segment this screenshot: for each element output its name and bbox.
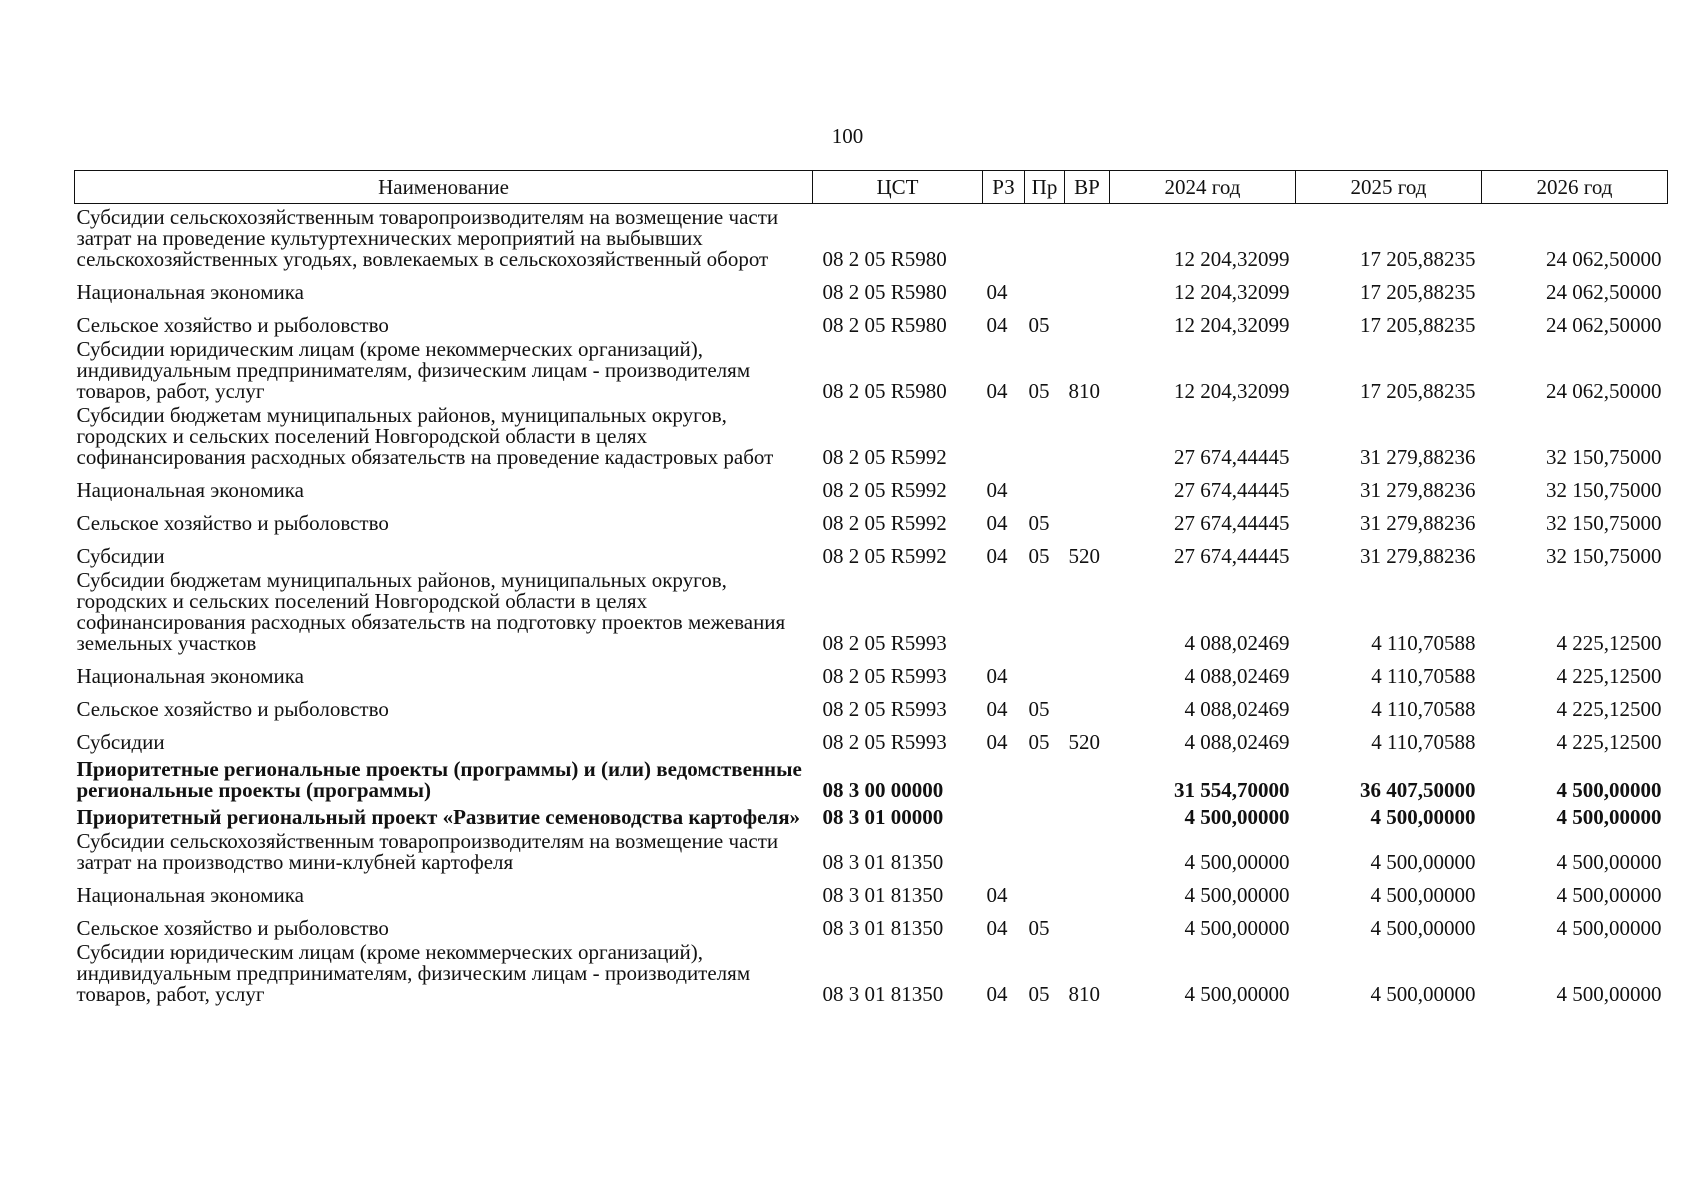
row-cst: 08 2 05 R5993 (822, 697, 947, 721)
row-vr: 520 (1068, 730, 1100, 754)
row-2025: 17 205,88235 (1360, 379, 1476, 403)
row-cst: 08 2 05 R5993 (822, 664, 947, 688)
row-2026: 4 225,12500 (1556, 730, 1662, 754)
row-2025: 17 205,88235 (1360, 313, 1476, 337)
row-pr: 05 (1028, 730, 1050, 754)
row-rz: 04 (986, 280, 1008, 304)
header-2026: 2026 год (1482, 171, 1668, 204)
row-cst: 08 2 05 R5980 (822, 247, 947, 271)
table-row (75, 270, 1668, 303)
row-name: Национальная экономика (76, 280, 304, 304)
row-2025: 4 110,70588 (1371, 697, 1476, 721)
row-2025: 17 205,88235 (1360, 247, 1476, 271)
table-row (75, 720, 1668, 753)
row-vr (1065, 873, 1110, 906)
row-2025: 4 110,70588 (1371, 631, 1476, 655)
row-pr (1025, 468, 1065, 501)
table-body (75, 204, 1668, 1006)
header-pr: Пр (1025, 171, 1065, 204)
table-row (75, 687, 1668, 720)
row-cst: 08 2 05 R5993 (822, 631, 947, 655)
row-name: Субсидии сельскохозяйственным товаропроизводителям на возмещение части затрат на производство мини-клубней картофеля (76, 829, 779, 874)
table-header (75, 171, 1668, 204)
row-vr (1065, 468, 1110, 501)
row-pr (1025, 204, 1065, 271)
row-pr: 05 (1028, 511, 1050, 535)
row-name: Сельское хозяйство и рыболовство (76, 916, 389, 940)
row-rz: 04 (986, 730, 1008, 754)
header-cst: ЦСТ (813, 171, 983, 204)
table-row (75, 468, 1668, 501)
row-name: Субсидии юридическим лицам (кроме некоммерческих организаций), индивидуальным предпринимателям, физическим лицам - производителям товаров, работ, услуг (76, 940, 751, 1006)
row-name: Сельское хозяйство и рыболовство (76, 697, 389, 721)
header-rz: РЗ (983, 171, 1025, 204)
row-rz: 04 (986, 544, 1008, 568)
row-pr (1025, 873, 1065, 906)
row-vr (1065, 687, 1110, 720)
row-rz: 04 (986, 664, 1008, 688)
row-2024: 4 500,00000 (1184, 982, 1290, 1006)
row-name: Приоритетные региональные проекты (программы) и (или) ведомственные региональные проекты (программы) (76, 757, 802, 802)
row-2026: 24 062,50000 (1546, 379, 1662, 403)
row-vr: 520 (1068, 544, 1100, 568)
header-2025: 2025 год (1296, 171, 1482, 204)
row-name: Субсидии (76, 730, 165, 754)
row-rz (983, 567, 1025, 654)
row-2026: 24 062,50000 (1546, 247, 1662, 271)
table-row (75, 534, 1668, 567)
row-pr (1025, 654, 1065, 687)
row-cst: 08 2 05 R5980 (822, 379, 947, 403)
row-rz: 04 (986, 478, 1008, 502)
row-name: Субсидии бюджетам муниципальных районов, муниципальных округов, городских и сельских поселений Новгородской области в целях софинансирования расходных обязательств на подготовку проектов межевания земельных участков (76, 568, 786, 655)
row-2025: 31 279,88236 (1360, 544, 1476, 568)
row-2026: 32 150,75000 (1546, 511, 1662, 535)
row-2024: 27 674,44445 (1174, 544, 1290, 568)
row-2024: 4 500,00000 (1184, 916, 1290, 940)
row-2025: 4 500,00000 (1370, 883, 1476, 907)
row-cst: 08 2 05 R5992 (822, 445, 947, 469)
table-row (75, 336, 1668, 402)
row-rz (983, 828, 1025, 873)
row-pr: 05 (1028, 313, 1050, 337)
row-vr (1065, 828, 1110, 873)
row-pr (1025, 270, 1065, 303)
row-2024: 4 500,00000 (1184, 850, 1290, 874)
row-pr (1025, 402, 1065, 468)
table-row (75, 906, 1668, 939)
row-2025: 4 500,00000 (1370, 805, 1476, 829)
row-2026: 24 062,50000 (1546, 313, 1662, 337)
row-cst: 08 3 01 81350 (822, 916, 944, 940)
table-row (75, 873, 1668, 906)
row-2024: 27 674,44445 (1174, 511, 1290, 535)
row-rz (983, 753, 1025, 801)
row-2026: 4 500,00000 (1556, 916, 1662, 940)
row-2025: 31 279,88236 (1360, 478, 1476, 502)
table-row (75, 501, 1668, 534)
row-2024: 4 500,00000 (1184, 883, 1290, 907)
row-pr (1025, 828, 1065, 873)
row-cst: 08 2 05 R5992 (822, 511, 947, 535)
table-row (75, 939, 1668, 1005)
row-2024: 4 088,02469 (1184, 664, 1290, 688)
row-2026: 32 150,75000 (1546, 544, 1662, 568)
row-rz: 04 (986, 511, 1008, 535)
row-cst: 08 3 01 81350 (822, 883, 944, 907)
row-2024: 4 500,00000 (1184, 805, 1290, 829)
row-2024: 12 204,32099 (1174, 280, 1290, 304)
header-vr: ВР (1065, 171, 1110, 204)
row-2024: 31 554,70000 (1174, 778, 1290, 802)
row-name: Субсидии юридическим лицам (кроме некоммерческих организаций), индивидуальным предпринимателям, физическим лицам - производителям товаров, работ, услуг (76, 337, 751, 403)
row-cst: 08 3 01 81350 (822, 982, 944, 1006)
row-2024: 12 204,32099 (1174, 247, 1290, 271)
row-2024: 27 674,44445 (1174, 445, 1290, 469)
row-cst: 08 2 05 R5992 (822, 478, 947, 502)
row-rz (983, 204, 1025, 271)
row-vr (1065, 402, 1110, 468)
table-row (75, 204, 1668, 271)
row-vr (1065, 753, 1110, 801)
row-2025: 31 279,88236 (1360, 511, 1476, 535)
row-name: Сельское хозяйство и рыболовство (76, 511, 389, 535)
row-2026: 4 500,00000 (1556, 982, 1662, 1006)
row-2026: 4 500,00000 (1556, 883, 1662, 907)
row-rz: 04 (986, 883, 1008, 907)
row-name: Сельское хозяйство и рыболовство (76, 313, 389, 337)
row-pr (1025, 753, 1065, 801)
row-vr: 810 (1068, 982, 1100, 1006)
row-vr (1065, 270, 1110, 303)
row-name: Приоритетный региональный проект «Развитие семеноводства картофеля» (76, 805, 801, 829)
row-rz: 04 (986, 313, 1008, 337)
budget-table (74, 170, 1668, 1005)
row-2026: 32 150,75000 (1546, 445, 1662, 469)
table-row (75, 303, 1668, 336)
row-pr: 05 (1028, 379, 1050, 403)
table-row (75, 753, 1668, 801)
row-vr (1065, 906, 1110, 939)
row-pr: 05 (1028, 982, 1050, 1006)
row-2025: 4 500,00000 (1370, 982, 1476, 1006)
row-2025: 4 500,00000 (1370, 916, 1476, 940)
row-cst: 08 2 05 R5980 (822, 313, 947, 337)
row-2025: 31 279,88236 (1360, 445, 1476, 469)
row-cst: 08 2 05 R5980 (822, 280, 947, 304)
row-pr: 05 (1028, 544, 1050, 568)
row-2025: 4 110,70588 (1371, 730, 1476, 754)
row-name: Субсидии бюджетам муниципальных районов, муниципальных округов, городских и сельских поселений Новгородской области в целях софинансирования расходных обязательств на проведение кадастровых работ (76, 403, 774, 469)
header-2024: 2024 год (1110, 171, 1296, 204)
row-name: Национальная экономика (76, 478, 304, 502)
header-name: Наименование (75, 171, 813, 204)
row-2024: 27 674,44445 (1174, 478, 1290, 502)
row-rz: 04 (986, 379, 1008, 403)
row-2024: 4 088,02469 (1184, 697, 1290, 721)
row-rz: 04 (986, 916, 1008, 940)
row-2026: 32 150,75000 (1546, 478, 1662, 502)
row-vr (1065, 567, 1110, 654)
row-vr (1065, 303, 1110, 336)
row-vr (1065, 501, 1110, 534)
row-vr (1065, 204, 1110, 271)
row-2025: 17 205,88235 (1360, 280, 1476, 304)
row-cst: 08 3 01 81350 (822, 850, 944, 874)
row-vr (1065, 801, 1110, 828)
row-2025: 4 110,70588 (1371, 664, 1476, 688)
row-vr (1065, 654, 1110, 687)
header-row (75, 171, 1668, 204)
row-2024: 4 088,02469 (1184, 631, 1290, 655)
row-rz: 04 (986, 982, 1008, 1006)
row-2026: 4 500,00000 (1556, 778, 1662, 802)
row-2024: 4 088,02469 (1184, 730, 1290, 754)
row-name: Национальная экономика (76, 664, 304, 688)
row-2026: 4 225,12500 (1556, 631, 1662, 655)
table-row (75, 828, 1668, 873)
row-cst: 08 2 05 R5992 (822, 544, 947, 568)
row-vr: 810 (1068, 379, 1100, 403)
row-cst: 08 2 05 R5993 (822, 730, 947, 754)
row-rz (983, 402, 1025, 468)
row-2026: 4 225,12500 (1556, 664, 1662, 688)
row-pr (1025, 801, 1065, 828)
row-pr: 05 (1028, 916, 1050, 940)
row-2026: 4 500,00000 (1556, 850, 1662, 874)
row-rz: 04 (986, 697, 1008, 721)
table-row (75, 654, 1668, 687)
row-cst: 08 3 00 00000 (822, 778, 944, 802)
page-number: 100 (831, 124, 864, 148)
row-2025: 36 407,50000 (1360, 778, 1476, 802)
row-pr (1025, 567, 1065, 654)
row-cst: 08 3 01 00000 (822, 805, 944, 829)
row-name: Субсидии сельскохозяйственным товаропроизводителям на возмещение части затрат на проведение культуртехнических мероприятий на выбывших сельскохозяйственных угодьях, вовлекаемых в сельскохозяйственный оборот (76, 205, 779, 271)
row-name: Национальная экономика (76, 883, 304, 907)
row-name: Субсидии (76, 544, 165, 568)
row-rz (983, 801, 1025, 828)
row-2024: 12 204,32099 (1174, 379, 1290, 403)
row-2024: 12 204,32099 (1174, 313, 1290, 337)
row-2025: 4 500,00000 (1370, 850, 1476, 874)
table-row (75, 801, 1668, 828)
row-pr: 05 (1028, 697, 1050, 721)
row-2026: 4 500,00000 (1556, 805, 1662, 829)
row-2026: 24 062,50000 (1546, 280, 1662, 304)
row-2026: 4 225,12500 (1556, 697, 1662, 721)
table-row (75, 402, 1668, 468)
table-row (75, 567, 1668, 654)
